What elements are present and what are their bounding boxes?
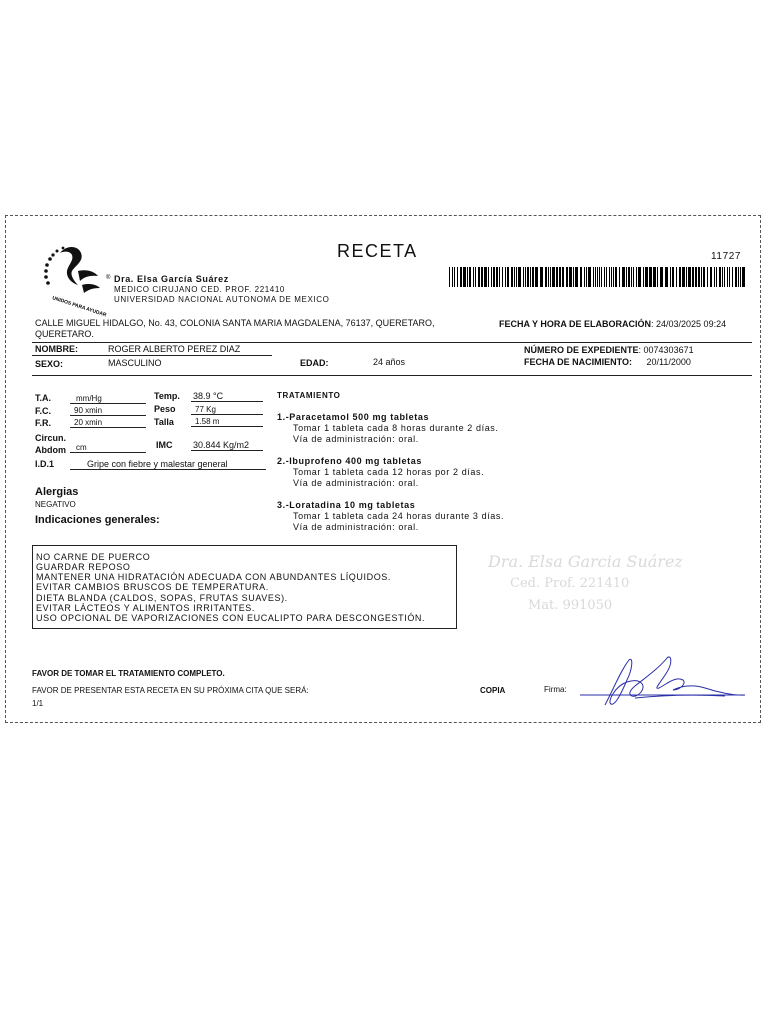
ta-label: T.A. (35, 393, 52, 403)
temp-value: 38.9 °C (191, 391, 263, 402)
sexo-label: SEXO: (35, 359, 64, 369)
doctor-credentials: MEDICO CIRUJANO CED. PROF. 221410 (114, 285, 285, 294)
id-value: Gripe con fiebre y malestar general (70, 459, 266, 470)
doctor-university: UNIVERSIDAD NACIONAL AUTONOMA DE MEXICO (114, 295, 330, 304)
imc-label: IMC (156, 440, 173, 450)
indicacion-item: GUARDAR REPOSO (36, 562, 131, 572)
indicacion-item: NO CARNE DE PUERCO (36, 552, 151, 562)
temp-label: Temp. (154, 391, 180, 401)
peso-label: Peso (154, 404, 176, 414)
indicacion-item: EVITAR LÁCTEOS Y ALIMENTOS IRRITANTES. (36, 603, 256, 613)
abdom-value: cm (70, 443, 146, 453)
copia-label: COPIA (480, 686, 506, 695)
circun-label: Circun. (35, 433, 67, 443)
id-label: I.D.1 (35, 459, 55, 469)
nacimiento-label: FECHA DE NACIMIENTO: (524, 357, 632, 367)
indicaciones-label: Indicaciones generales: (35, 514, 160, 526)
ta-value: mm/Hg (70, 394, 146, 404)
stamp-matricula: Mat. 991050 (528, 598, 613, 613)
stamp-cedula: Ced. Prof. 221410 (510, 576, 630, 591)
fr-label: F.R. (35, 418, 52, 428)
svg-text:®: ® (106, 275, 111, 281)
med-2-dose: Tomar 1 tableta cada 12 horas por 2 días. (293, 467, 485, 477)
patient-age: 24 años (373, 357, 406, 367)
alergias-label: Alergias (35, 486, 79, 498)
signature (575, 650, 747, 714)
med-1-route: Vía de administración: oral. (293, 434, 419, 444)
clinic-address: CALLE MIGUEL HIDALGO, No. 43, COLONIA SANTA MARIA MAGDALENA, 76137, QUERETARO, (35, 318, 435, 328)
fecha-label: FECHA Y HORA DE ELABORACIÓN (499, 319, 652, 329)
indicacion-item: MANTENER UNA HIDRATACIÓN ADECUADA CON ABUNDANTES LÍQUIDOS. (36, 572, 392, 582)
med-1-dose: Tomar 1 tableta cada 8 horas durante 2 días. (293, 423, 499, 433)
folio-number: 11727 (711, 251, 742, 262)
firma-label: Firma: (544, 685, 567, 694)
tratamiento-label: TRATAMIENTO (277, 391, 341, 400)
barcode (449, 267, 747, 289)
peso-value: 77 Kg (191, 405, 263, 415)
doctor-name: Dra. Elsa García Suárez (114, 274, 229, 284)
fc-label: F.C. (35, 406, 52, 416)
fr-value: 20 xmin (70, 418, 146, 428)
logo-text: UNIDOS PARA AYUDAR (51, 295, 108, 319)
med-3-route: Vía de administración: oral. (293, 522, 419, 532)
footer-tratamiento: FAVOR DE TOMAR EL TRATAMIENTO COMPLETO. (32, 669, 225, 678)
imc-value: 30.844 Kg/m2 (191, 440, 263, 451)
alergias-value: NEGATIVO (35, 500, 76, 509)
edad-label: EDAD: (300, 358, 329, 368)
fc-value: 90 xmin (70, 406, 146, 416)
med-3-dose: Tomar 1 tableta cada 24 horas durante 3 días. (293, 511, 505, 521)
med-2-name: 2.-Ibuprofeno 400 mg tabletas (277, 456, 422, 466)
document-title: RECETA (337, 241, 418, 261)
fecha-value: : 24/03/2025 09:24 (651, 319, 727, 329)
clinic-address-city: QUERETARO. (35, 329, 94, 339)
indicacion-item: USO OPCIONAL DE VAPORIZACIONES CON EUCALIPTO PARA DESCONGESTIÓN. (36, 613, 426, 623)
patient-sex: MASCULINO (108, 358, 162, 368)
talla-label: Talla (154, 417, 174, 427)
indicacion-item: EVITAR CAMBIOS BRUSCOS DE TEMPERATURA. (36, 582, 269, 592)
med-1-name: 1.-Paracetamol 500 mg tabletas (277, 412, 430, 422)
stamp-name: Dra. Elsa Garcia Suárez (488, 552, 683, 571)
patient-name: ROGER ALBERTO PEREZ DIAZ (108, 344, 241, 354)
nombre-label: NOMBRE: (35, 344, 78, 354)
med-3-name: 3.-Loratadina 10 mg tabletas (277, 500, 416, 510)
footer-cita: FAVOR DE PRESENTAR ESTA RECETA EN SU PRÓXIMA CITA QUE SERÁ: (32, 686, 309, 695)
page-number: 1/1 (32, 699, 44, 708)
abdom-label: Abdom (35, 445, 66, 455)
clinic-logo (38, 241, 111, 319)
talla-value: 1.58 m (191, 417, 263, 427)
indicacion-item: DIETA BLANDA (CALDOS, SOPAS, FRUTAS SUAVES). (36, 593, 288, 603)
expediente-label: NÚMERO DE EXPEDIENTE (524, 345, 639, 355)
med-2-route: Vía de administración: oral. (293, 478, 419, 488)
expediente-value: : 0074303671 (638, 345, 694, 355)
nacimiento-value: 20/11/2000 (646, 357, 691, 367)
